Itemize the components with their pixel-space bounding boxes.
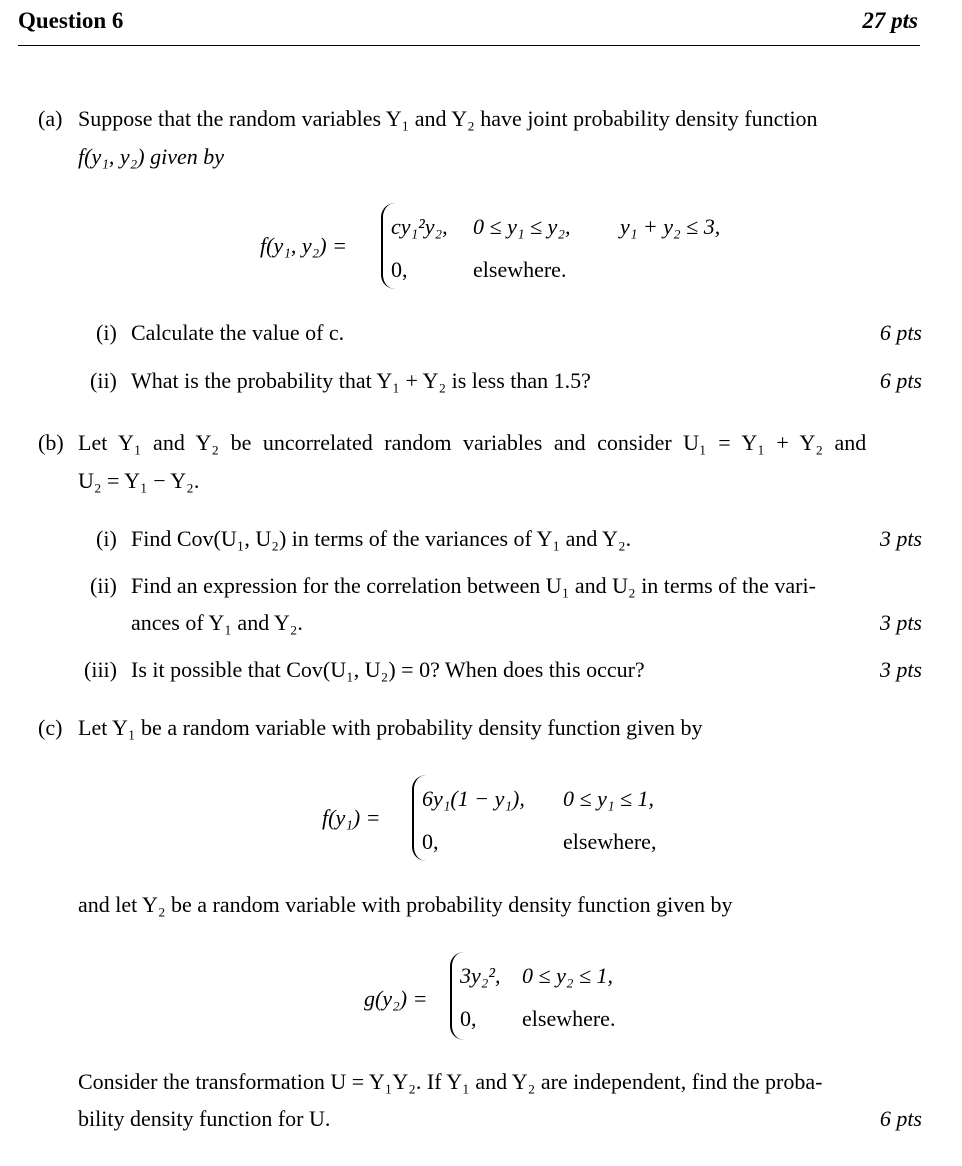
part-b-label: (b) [38, 430, 64, 455]
part-c-pdf1-case2-cond: elsewhere, [563, 829, 657, 854]
part-c-pdf1-case1-expr: 6y₁(1 − y₁), [422, 786, 525, 811]
part-b-q3-text: Is it possible that Cov(U₁, U₂) = 0? When does this occur? [131, 657, 645, 682]
part-c-pdf2-lhs: g(y₂) = [364, 986, 428, 1011]
part-b-q3-label: (iii) [84, 657, 117, 682]
part-b-q3-points: 3 pts [879, 657, 922, 682]
header-divider [18, 45, 920, 46]
part-c-label: (c) [38, 715, 63, 740]
part-b-intro-line1: Let Y₁ and Y₂ be uncorrelated random variables and consider U₁ = Y₁ + Y₂ and [78, 430, 867, 455]
part-c-pdf1-lhs: f(y₁) = [322, 805, 381, 830]
part-b-q1-text: Find Cov(U₁, U₂) in terms of the variances of Y₁ and Y₂. [131, 526, 632, 551]
part-a-q2-text: What is the probability that Y₁ + Y₂ is less than 1.5? [131, 368, 591, 393]
part-a-pdf-lhs: f(y₁, y₂) = [260, 233, 347, 258]
part-b-q1-label: (i) [96, 526, 117, 551]
part-a-q1-points: 6 pts [879, 320, 922, 345]
part-a-q2-points: 6 pts [879, 368, 922, 393]
part-a-intro-line2: f(y₁, y₂) given by [78, 144, 224, 169]
part-c-final-line2: bility density function for U. [78, 1106, 331, 1131]
part-b-intro-line2: U₂ = Y₁ − Y₂. [78, 468, 200, 493]
part-b-q2-label: (ii) [90, 573, 117, 598]
part-c-pdf2-case1-cond: 0 ≤ y₂ ≤ 1, [522, 963, 614, 988]
part-c-pdf2-case1-expr: 3y₂², [460, 963, 501, 988]
part-a-intro-line1: Suppose that the random variables Y₁ and Y₂ have joint probability density function [78, 106, 818, 131]
part-b-q1-points: 3 pts [879, 526, 922, 551]
part-a-case2-expr: 0, [391, 257, 408, 282]
part-a-case1-expr: cy₁²y₂, [391, 214, 448, 239]
part-c-pdf2-case2-expr: 0, [460, 1006, 477, 1031]
part-c-pdf1-case2-expr: 0, [422, 829, 439, 854]
part-b-q2-text-line1: Find an expression for the correlation between U₁ and U₂ in terms of the vari- [131, 573, 816, 598]
part-c-middle: and let Y₂ be a random variable with probability density function given by [78, 892, 733, 917]
part-c-final-line1: Consider the transformation U = Y₁Y₂. If Y₁ and Y₂ are independent, find the proba- [78, 1069, 823, 1094]
part-a-q2-label: (ii) [90, 368, 117, 393]
part-c-pdf2-case2-cond: elsewhere. [522, 1006, 616, 1031]
part-c-intro: Let Y₁ be a random variable with probability density function given by [78, 715, 703, 740]
part-a-q1-text: Calculate the value of c. [131, 320, 345, 345]
part-b-q2-points: 3 pts [879, 610, 922, 635]
part-c-final-points: 6 pts [879, 1106, 922, 1131]
part-a-label: (a) [38, 106, 63, 131]
part-b-q2-text-line2: ances of Y₁ and Y₂. [131, 610, 303, 635]
part-a-q1-label: (i) [96, 320, 117, 345]
question-points: 27 pts [862, 8, 918, 33]
question-title: Question 6 [18, 8, 124, 33]
part-a-case1-cond2: y₁ + y₂ ≤ 3, [620, 214, 721, 239]
part-a-case1-cond: 0 ≤ y₁ ≤ y₂, [473, 214, 571, 239]
part-a-case2-cond: elsewhere. [473, 257, 567, 282]
part-c-pdf1-case1-cond: 0 ≤ y₁ ≤ 1, [563, 786, 655, 811]
